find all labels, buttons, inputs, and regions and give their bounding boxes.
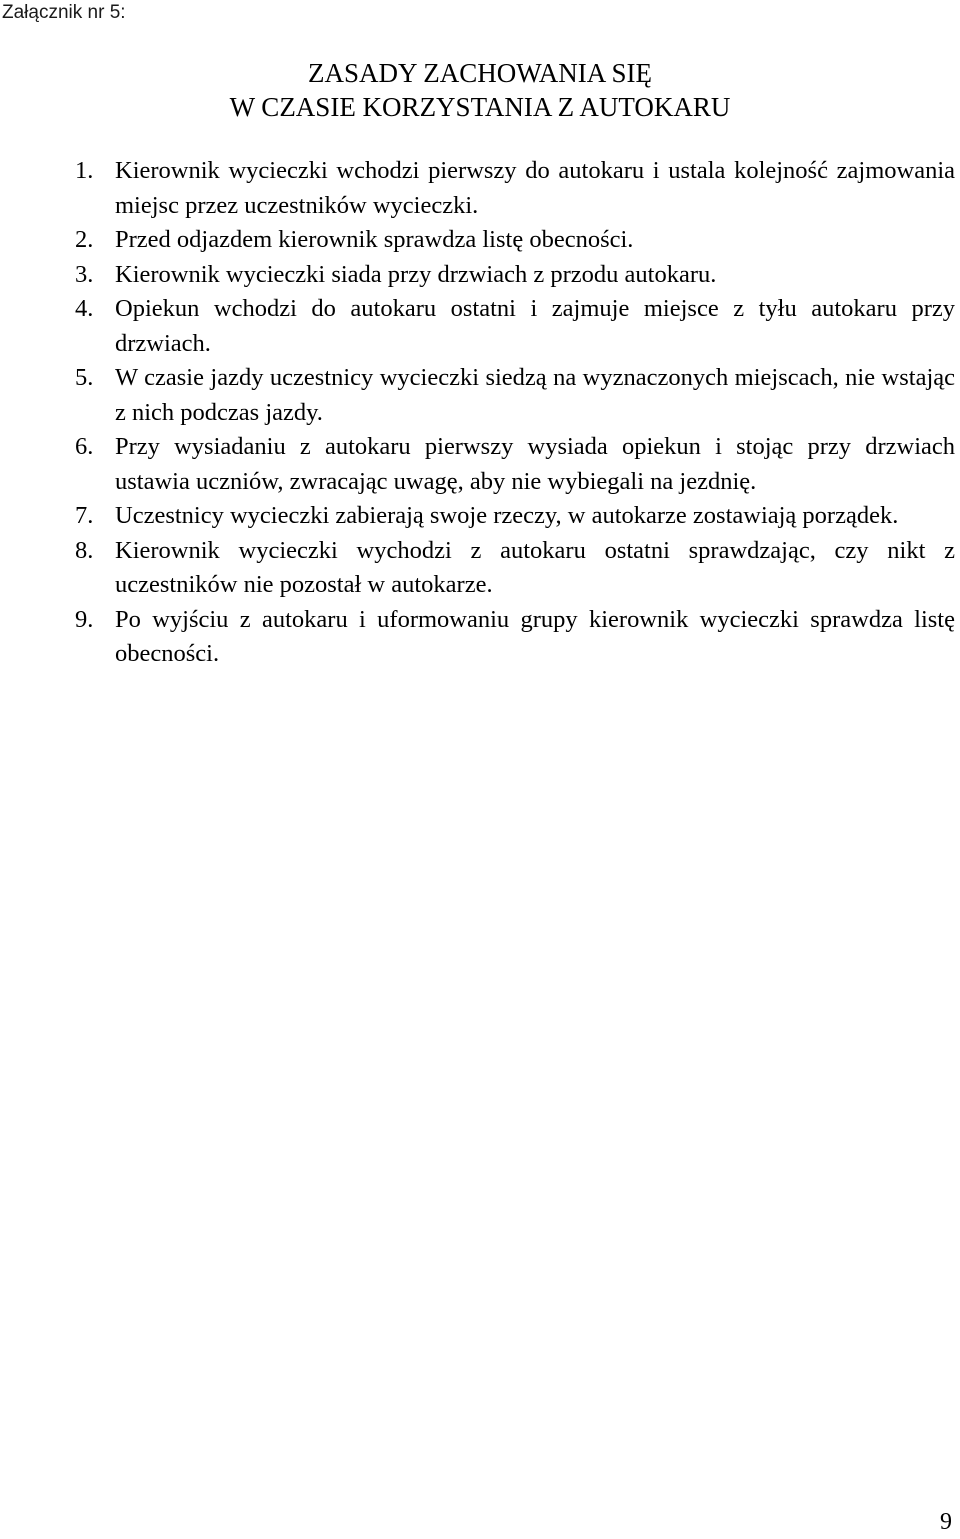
rule-text: Kierownik wycieczki wychodzi z autokaru ostatni sprawdzając, czy nikt z uczestników nie pozostał w autokarze. — [115, 536, 955, 598]
rule-item-3 — [75, 258, 955, 293]
rule-item-7 — [75, 499, 955, 534]
rule-text: Kierownik wycieczki wchodzi pierwszy do autokaru i ustala kolejność zajmowania miejsc przez uczestników wycieczki. — [115, 157, 955, 219]
attachment-label: Załącznik nr 5: — [2, 2, 126, 23]
rule-text: W czasie jazdy uczestnicy wycieczki siedzą na wyznaczonych miejscach, nie wstając z nich podczas jazdy. — [115, 364, 955, 426]
rule-text: Opiekun wchodzi do autokaru ostatni i zajmuje miejsce z tyłu autokaru przy drzwiach. — [115, 295, 955, 357]
title-line-2: W CZASIE KORZYSTANIA Z AUTOKARU — [229, 92, 731, 122]
rule-text: Przy wysiadaniu z autokaru pierwszy wysiada opiekun i stojąc przy drzwiach ustawia uczniów, zwracając uwagę, aby nie wybiegali na jezdnię. — [115, 433, 955, 495]
title-line-1: ZASADY ZACHOWANIA SIĘ — [308, 58, 652, 88]
rule-number: 4. — [75, 295, 94, 322]
page-number: 9 — [940, 1509, 952, 1535]
rule-item-9 — [75, 603, 955, 672]
rule-item-4 — [75, 292, 955, 361]
rule-number: 5. — [75, 364, 94, 391]
rule-number: 8. — [75, 536, 94, 564]
document-title — [0, 56, 960, 124]
rule-text: Kierownik wycieczki siada przy drzwiach z przodu autokaru. — [115, 260, 717, 288]
rule-number: 6. — [75, 433, 94, 460]
rule-text: Uczestnicy wycieczki zabierają swoje rzeczy, w autokarze zostawiają porządek. — [115, 502, 899, 529]
rule-text: Przed odjazdem kierownik sprawdza listę obecności. — [115, 226, 634, 253]
rule-item-8 — [75, 534, 955, 603]
rule-number: 3. — [75, 260, 94, 288]
rule-item-2 — [75, 223, 955, 258]
rule-number: 2. — [75, 226, 94, 253]
rule-text: Po wyjściu z autokaru i uformowaniu grupy kierownik wycieczki sprawdza listę obecności. — [115, 605, 955, 667]
rules-list — [75, 154, 955, 672]
rule-number: 1. — [75, 157, 94, 184]
rule-item-6 — [75, 430, 955, 499]
rule-number: 7. — [75, 502, 94, 529]
rule-number: 9. — [75, 605, 94, 633]
rule-item-1 — [75, 154, 955, 223]
rule-item-5 — [75, 361, 955, 430]
